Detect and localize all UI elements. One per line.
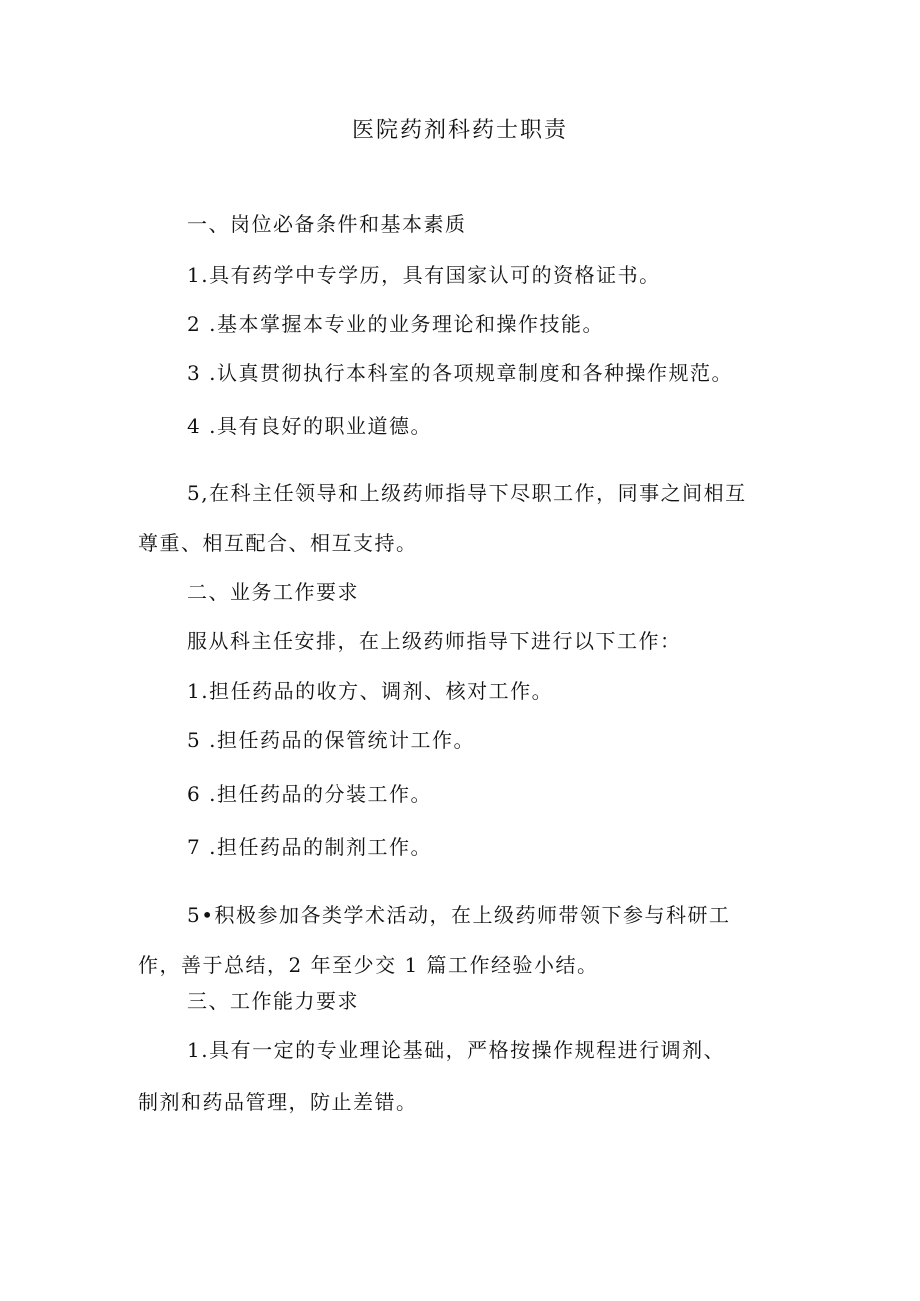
list-item: 2 .基本掌握本专业的业务理论和操作技能。 — [187, 312, 604, 336]
list-item-line-1: 5,在科主任领导和上级药师指导下尽职工作，同事之间相互 — [187, 481, 747, 505]
list-item: 1.具有药学中专学历，具有国家认可的资格证书。 — [187, 263, 661, 287]
list-item: 5 .担任药品的保管统计工作。 — [187, 728, 475, 752]
section-heading: 三、工作能力要求 — [187, 989, 359, 1013]
list-item: 6 .担任药品的分装工作。 — [187, 782, 432, 806]
section-heading: 一、岗位必备条件和基本素质 — [187, 212, 467, 236]
document-title: 医院药剂科药士职责 — [351, 118, 568, 143]
list-item-line-2: 尊重、相互配合、相互支持。 — [138, 531, 418, 555]
list-item: 1.担任药品的收方、调剂、核对工作。 — [187, 679, 554, 703]
list-item: 3 .认真贯彻执行本科室的各项规章制度和各种操作规范。 — [187, 361, 733, 385]
section-heading: 二、业务工作要求 — [187, 580, 359, 604]
list-item: 7 .担任药品的制剂工作。 — [187, 835, 432, 859]
list-item: 4 .具有良好的职业道德。 — [187, 414, 432, 438]
list-item-line-2: 制剂和药品管理，防止差错。 — [138, 1090, 418, 1114]
section-intro: 服从科主任安排，在上级药师指导下进行以下工作： — [187, 629, 682, 653]
list-item-line-1: 1.具有一定的专业理论基础，严格按操作规程进行调剂、 — [187, 1038, 726, 1062]
list-item-line-1: 5•积极参加各类学术活动，在上级药师带领下参与科研工 — [187, 903, 731, 927]
list-item-line-2: 作，善于总结，2 年至少交 1 篇工作经验小结。 — [138, 953, 599, 977]
